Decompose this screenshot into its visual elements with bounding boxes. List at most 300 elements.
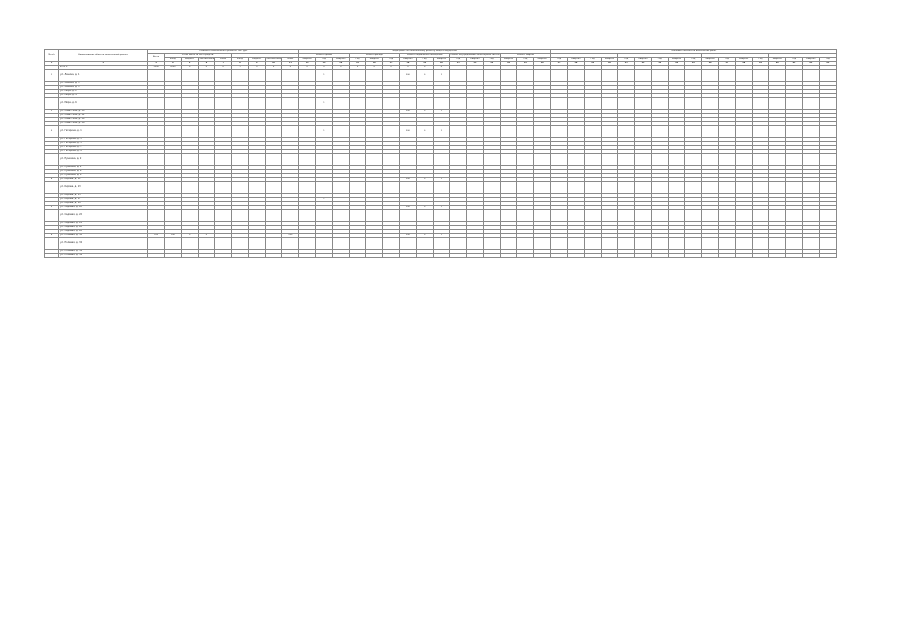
row-name-cell: ул. Садовая, д. 20 — [59, 206, 148, 210]
row-value-cell — [450, 154, 467, 166]
row-value-cell — [786, 210, 803, 222]
column-number-cell: 28 — [568, 62, 585, 66]
row-value-cell — [584, 70, 601, 82]
row-value-cell — [802, 70, 819, 82]
table-row — [45, 254, 837, 258]
header-sub-cell: Квартал — [601, 58, 618, 62]
row-value-cell — [819, 154, 836, 166]
row-value-cell — [635, 254, 652, 258]
header-sub-cell: Квартал — [299, 58, 316, 62]
row-value-cell — [148, 98, 165, 110]
column-number-cell: 5 — [181, 62, 198, 66]
row-value-cell — [416, 238, 433, 250]
row-value-cell — [383, 182, 400, 194]
row-value-cell — [752, 238, 769, 250]
header-sub-cell: Год — [551, 58, 568, 62]
row-value-cell — [198, 238, 215, 250]
row-value-cell — [735, 210, 752, 222]
row-name-cell: ул. Пушкина, д. 4 — [59, 166, 148, 170]
row-value-cell — [198, 254, 215, 258]
row-value-cell — [181, 126, 198, 138]
row-value-cell — [248, 210, 265, 222]
column-number-cell: 43 — [819, 62, 836, 66]
header-sub-cell: Год — [719, 58, 736, 62]
total-value-cell: 0 — [248, 66, 265, 70]
row-value-cell: 1 — [433, 178, 450, 182]
row-value-cell — [148, 238, 165, 250]
column-number-cell: 9 — [248, 62, 265, 66]
row-value-cell — [282, 254, 299, 258]
row-value-cell: 0 — [416, 178, 433, 182]
row-value-cell — [802, 238, 819, 250]
row-value-cell — [450, 254, 467, 258]
row-value-cell — [601, 238, 618, 250]
row-value-cell — [433, 98, 450, 110]
row-value-cell — [467, 126, 484, 138]
total-value-cell: 0 — [349, 66, 366, 70]
row-value-cell — [618, 70, 635, 82]
total-value-cell: 0 — [416, 66, 433, 70]
row-value-cell — [248, 70, 265, 82]
row-value-cell — [618, 126, 635, 138]
header-sub-cell: Собственники — [265, 58, 282, 61]
row-value-cell — [366, 254, 383, 258]
row-value-cell — [164, 70, 181, 82]
row-value-cell — [416, 98, 433, 110]
header-sub-cell: Год — [517, 58, 534, 62]
row-name-cell: ул. Полевая, д. 36 — [59, 254, 148, 258]
row-value-cell — [668, 126, 685, 138]
row-value-cell — [668, 70, 685, 82]
row-value-cell — [601, 98, 618, 110]
row-value-cell — [299, 126, 316, 138]
row-value-cell — [282, 238, 299, 250]
row-value-cell — [265, 154, 282, 166]
total-value-cell: 2000 — [164, 66, 181, 70]
row-value-cell — [450, 210, 467, 222]
row-value-cell — [534, 254, 551, 258]
row-value-cell — [819, 254, 836, 258]
row-value-cell — [399, 98, 416, 110]
row-value-cell — [819, 182, 836, 194]
row-value-cell — [584, 210, 601, 222]
header-sub-cell: Год — [651, 58, 668, 62]
row-name-cell: ул. Гагарина, д. 1 — [59, 126, 148, 138]
row-value-cell — [719, 70, 736, 82]
header-sub-cell: Квартал — [568, 58, 585, 62]
row-value-cell — [332, 126, 349, 138]
row-value-cell — [786, 182, 803, 194]
column-number-cell: 18 — [399, 62, 416, 66]
row-value-cell — [551, 238, 568, 250]
row-value-cell — [635, 154, 652, 166]
row-value-cell — [517, 126, 534, 138]
row-value-cell: 1 — [316, 70, 333, 82]
row-value-cell — [702, 210, 719, 222]
row-value-cell — [651, 254, 668, 258]
row-value-cell — [601, 70, 618, 82]
row-value-cell — [551, 98, 568, 110]
header-sources: в том числе за счет средств: — [164, 54, 231, 58]
row-name-cell: ул. Гагарина, д. 3 — [59, 138, 148, 142]
row-value-cell — [500, 126, 517, 138]
row-value-cell — [752, 154, 769, 166]
row-value-cell — [551, 154, 568, 166]
header-sub-cell: Год — [483, 58, 500, 62]
row-name-cell: ул. Ленина, д. 5 — [59, 86, 148, 90]
row-name-cell: ул. Советская, д. 12 — [59, 114, 148, 118]
column-number-cell: 29 — [584, 62, 601, 66]
header-sub-cell: Год — [752, 58, 769, 62]
row-value-cell — [651, 238, 668, 250]
total-value-cell: 0 — [265, 66, 282, 70]
row-value-cell — [450, 98, 467, 110]
row-name-cell: ул. Советская, д. 16 — [59, 122, 148, 126]
row-value-cell — [719, 98, 736, 110]
row-value-cell — [232, 154, 249, 166]
column-number-cell: 11 — [282, 62, 299, 66]
row-value-cell — [232, 126, 249, 138]
header-sub-cell: Квартал — [467, 58, 484, 62]
row-value-cell — [416, 182, 433, 194]
row-value-cell — [148, 254, 165, 258]
row-value-cell — [349, 126, 366, 138]
row-value-cell — [568, 70, 585, 82]
row-value-cell — [601, 126, 618, 138]
row-value-cell: 0 — [198, 234, 215, 238]
row-value-cell — [517, 154, 534, 166]
row-value-cell — [483, 70, 500, 82]
row-value-cell — [299, 182, 316, 194]
column-number-cell: 2 — [59, 62, 148, 66]
total-value-cell: 0 — [433, 66, 450, 70]
total-value-cell: 0 — [399, 66, 416, 70]
row-value-cell — [181, 154, 198, 166]
row-value-cell — [299, 254, 316, 258]
row-value-cell — [483, 182, 500, 194]
column-number-cell: 8 — [232, 62, 249, 66]
row-name-cell: ул. Полевая, д. 32 — [59, 238, 148, 250]
column-number-cell: 33 — [651, 62, 668, 66]
row-value-cell — [232, 98, 249, 110]
row-value-cell — [668, 98, 685, 110]
row-name-cell: ул. Садовая, д. 28 — [59, 230, 148, 234]
column-number-cell: 42 — [802, 62, 819, 66]
column-number-cell: 27 — [551, 62, 568, 66]
column-number-cell: 32 — [635, 62, 652, 66]
row-value-cell: 1 — [316, 198, 333, 202]
capital-repair-table — [44, 49, 837, 258]
row-value-cell: 100 — [148, 234, 165, 238]
row-value-cell — [685, 70, 702, 82]
row-value-cell — [282, 126, 299, 138]
row-value-cell — [802, 182, 819, 194]
row-value-cell — [551, 254, 568, 258]
row-value-cell — [282, 98, 299, 110]
header-sub-cell: Квартал — [399, 58, 416, 62]
row-value-cell — [416, 254, 433, 258]
row-value-cell — [265, 70, 282, 82]
column-number-cell: 24 — [500, 62, 517, 66]
row-value-cell — [618, 254, 635, 258]
row-name-cell: ул. Кирова, д. 17 — [59, 198, 148, 202]
row-name-cell: ул. Кирова, д. 15 — [59, 194, 148, 198]
header-sub-cell: Квартал — [668, 58, 685, 62]
row-value-cell — [332, 98, 349, 110]
row-value-cell — [349, 238, 366, 250]
header-sub-cell: Год — [383, 58, 400, 62]
row-value-cell — [265, 126, 282, 138]
row-value-cell — [433, 210, 450, 222]
row-value-cell — [299, 210, 316, 222]
row-value-cell — [467, 70, 484, 82]
row-value-cell — [786, 126, 803, 138]
row-value-cell — [332, 254, 349, 258]
row-value-cell — [568, 210, 585, 222]
row-value-cell — [265, 98, 282, 110]
row-value-cell — [198, 182, 215, 194]
row-value-cell — [467, 182, 484, 194]
row-value-cell — [517, 98, 534, 110]
row-value-cell — [198, 126, 215, 138]
row-value-cell — [265, 238, 282, 250]
row-value-cell — [568, 238, 585, 250]
row-value-cell — [483, 98, 500, 110]
row-name-cell: ул. Советская, д. 10 — [59, 110, 148, 114]
row-value-cell — [316, 210, 333, 222]
row-value-cell — [282, 70, 299, 82]
row-value-cell — [198, 70, 215, 82]
header-sub-cell: Квартал — [802, 58, 819, 62]
row-value-cell — [618, 98, 635, 110]
row-value-cell — [752, 182, 769, 194]
row-value-cell — [332, 210, 349, 222]
row-number-cell: 2 — [45, 110, 59, 114]
row-value-cell — [483, 154, 500, 166]
row-name-cell: ул. Полевая, д. 34 — [59, 250, 148, 254]
row-value-cell — [215, 254, 232, 258]
row-value-cell — [735, 98, 752, 110]
row-value-cell — [148, 126, 165, 138]
column-number-cell: 34 — [668, 62, 685, 66]
row-value-cell — [349, 210, 366, 222]
row-value-cell — [517, 70, 534, 82]
column-number-cell: 25 — [517, 62, 534, 66]
header-lift: Ремонт лифтов — [500, 54, 551, 58]
row-value-cell — [786, 254, 803, 258]
row-name-cell: ул. Ленина, д. 3 — [59, 82, 148, 86]
header-sub-cell: Бюджет — [181, 58, 198, 62]
row-value-cell — [467, 154, 484, 166]
row-name-cell: ул. Садовая, д. 22 — [59, 210, 148, 222]
row-value-cell — [349, 98, 366, 110]
table-row — [45, 154, 837, 166]
row-value-cell — [248, 182, 265, 194]
row-value-cell — [181, 254, 198, 258]
row-value-cell — [735, 182, 752, 194]
row-value-cell — [164, 254, 181, 258]
row-value-cell — [618, 210, 635, 222]
row-value-cell — [164, 126, 181, 138]
row-value-cell: 0 — [416, 70, 433, 82]
row-value-cell — [651, 154, 668, 166]
row-value-cell — [786, 98, 803, 110]
row-value-cell — [433, 182, 450, 194]
row-value-cell — [618, 182, 635, 194]
total-value-cell: 0 — [198, 66, 215, 70]
row-value-cell — [282, 182, 299, 194]
row-value-cell — [215, 238, 232, 250]
row-value-cell — [349, 254, 366, 258]
row-name-cell: ул. Гагарина, д. 7 — [59, 146, 148, 150]
row-value-cell — [802, 254, 819, 258]
column-number-cell: 17 — [383, 62, 400, 66]
header-sub-cell: Год — [584, 58, 601, 62]
row-value-cell — [719, 238, 736, 250]
row-number-cell: 4 — [45, 178, 59, 182]
header-sub-cell: Квартал — [366, 58, 383, 62]
row-value-cell — [181, 182, 198, 194]
row-value-cell: 1 — [433, 206, 450, 210]
header-sub-cell: Год — [685, 58, 702, 62]
row-value-cell — [383, 70, 400, 82]
row-value-cell: 1 — [316, 126, 333, 138]
row-value-cell: 200 — [399, 70, 416, 82]
row-value-cell — [769, 154, 786, 166]
column-number-cell: 12 — [299, 62, 316, 66]
total-value-cell: 0 — [332, 66, 349, 70]
row-number-cell — [45, 210, 59, 222]
row-value-cell: 200 — [282, 234, 299, 238]
column-number-cell: 26 — [534, 62, 551, 66]
header-sub-cell: Год — [316, 58, 333, 62]
row-value-cell — [316, 238, 333, 250]
row-value-cell — [769, 254, 786, 258]
row-name-cell: ул. Кирова, д. 19 — [59, 202, 148, 206]
table-row — [45, 126, 837, 138]
row-value-cell: 1 — [433, 70, 450, 82]
row-value-cell — [635, 182, 652, 194]
row-value-cell — [584, 182, 601, 194]
table-row — [45, 238, 837, 250]
row-value-cell — [450, 182, 467, 194]
row-value-cell — [299, 98, 316, 110]
row-value-cell — [651, 182, 668, 194]
row-value-cell — [383, 210, 400, 222]
row-value-cell — [433, 154, 450, 166]
total-value-cell: 0 — [215, 66, 232, 70]
column-number-cell: 40 — [769, 62, 786, 66]
row-value-cell — [702, 238, 719, 250]
row-name-cell: ул. Мира, д. 4 — [59, 94, 148, 98]
row-value-cell — [399, 182, 416, 194]
row-value-cell — [819, 238, 836, 250]
total-value-cell: 0 — [299, 66, 316, 70]
row-name-cell: ул. Садовая, д. 24 — [59, 222, 148, 226]
row-value-cell — [299, 238, 316, 250]
row-value-cell — [450, 70, 467, 82]
row-value-cell — [198, 98, 215, 110]
row-value-cell — [366, 210, 383, 222]
row-value-cell — [450, 126, 467, 138]
row-number-cell — [45, 182, 59, 194]
row-value-cell — [232, 182, 249, 194]
row-value-cell — [500, 70, 517, 82]
column-number-cell: 14 — [332, 62, 349, 66]
row-value-cell — [433, 238, 450, 250]
row-name-cell: ул. Пушкина, д. 6 — [59, 170, 148, 174]
row-number-cell: 6 — [45, 234, 59, 238]
row-value-cell — [248, 154, 265, 166]
row-value-cell — [786, 238, 803, 250]
total-label-cell: Итого — [59, 66, 148, 70]
row-value-cell — [786, 70, 803, 82]
row-name-cell: ул. Кирова, д. 13 — [59, 182, 148, 194]
column-number-cell: 13 — [316, 62, 333, 66]
column-number-cell: 3 — [148, 62, 165, 66]
row-value-cell — [534, 182, 551, 194]
row-value-cell — [299, 154, 316, 166]
row-value-cell — [769, 126, 786, 138]
row-value-cell — [232, 238, 249, 250]
row-value-cell — [148, 210, 165, 222]
row-value-cell — [265, 210, 282, 222]
row-value-cell — [752, 126, 769, 138]
row-value-cell: 0 — [416, 206, 433, 210]
column-number-cell: 36 — [702, 62, 719, 66]
row-value-cell — [332, 154, 349, 166]
row-value-cell — [282, 154, 299, 166]
row-value-cell — [769, 70, 786, 82]
row-value-cell — [467, 238, 484, 250]
row-number-cell: 3 — [45, 126, 59, 138]
row-value-cell — [719, 254, 736, 258]
row-value-cell — [248, 126, 265, 138]
header-sub-cell: Квартал — [534, 58, 551, 62]
row-value-cell: 200 — [399, 206, 416, 210]
row-value-cell — [366, 182, 383, 194]
row-value-cell — [551, 126, 568, 138]
header-works-group: Виды работ по капитальному ремонту общего имущества — [299, 50, 551, 54]
row-value-cell — [769, 98, 786, 110]
row-name-cell: ул. Мира, д. 6 — [59, 98, 148, 110]
row-value-cell — [752, 70, 769, 82]
column-number-cell: 37 — [719, 62, 736, 66]
header-sub-cell: Иные — [215, 58, 232, 62]
row-value-cell — [668, 182, 685, 194]
column-number-cell: 4 — [164, 62, 181, 66]
row-value-cell — [685, 98, 702, 110]
row-value-cell — [702, 154, 719, 166]
row-value-cell — [618, 238, 635, 250]
row-value-cell — [181, 70, 198, 82]
row-value-cell — [685, 238, 702, 250]
row-value-cell: 200 — [399, 178, 416, 182]
row-value-cell — [819, 126, 836, 138]
row-value-cell — [685, 210, 702, 222]
row-value-cell — [399, 154, 416, 166]
row-value-cell — [568, 182, 585, 194]
row-number-cell — [45, 238, 59, 250]
row-number-cell — [45, 254, 59, 258]
row-value-cell — [383, 154, 400, 166]
header-sub-cell: Собственники — [198, 58, 215, 61]
row-value-cell: 1 — [433, 234, 450, 238]
row-value-cell — [517, 182, 534, 194]
column-number-cell: 21 — [450, 62, 467, 66]
row-number-cell: 5 — [45, 206, 59, 210]
spreadsheet-table — [44, 49, 837, 611]
